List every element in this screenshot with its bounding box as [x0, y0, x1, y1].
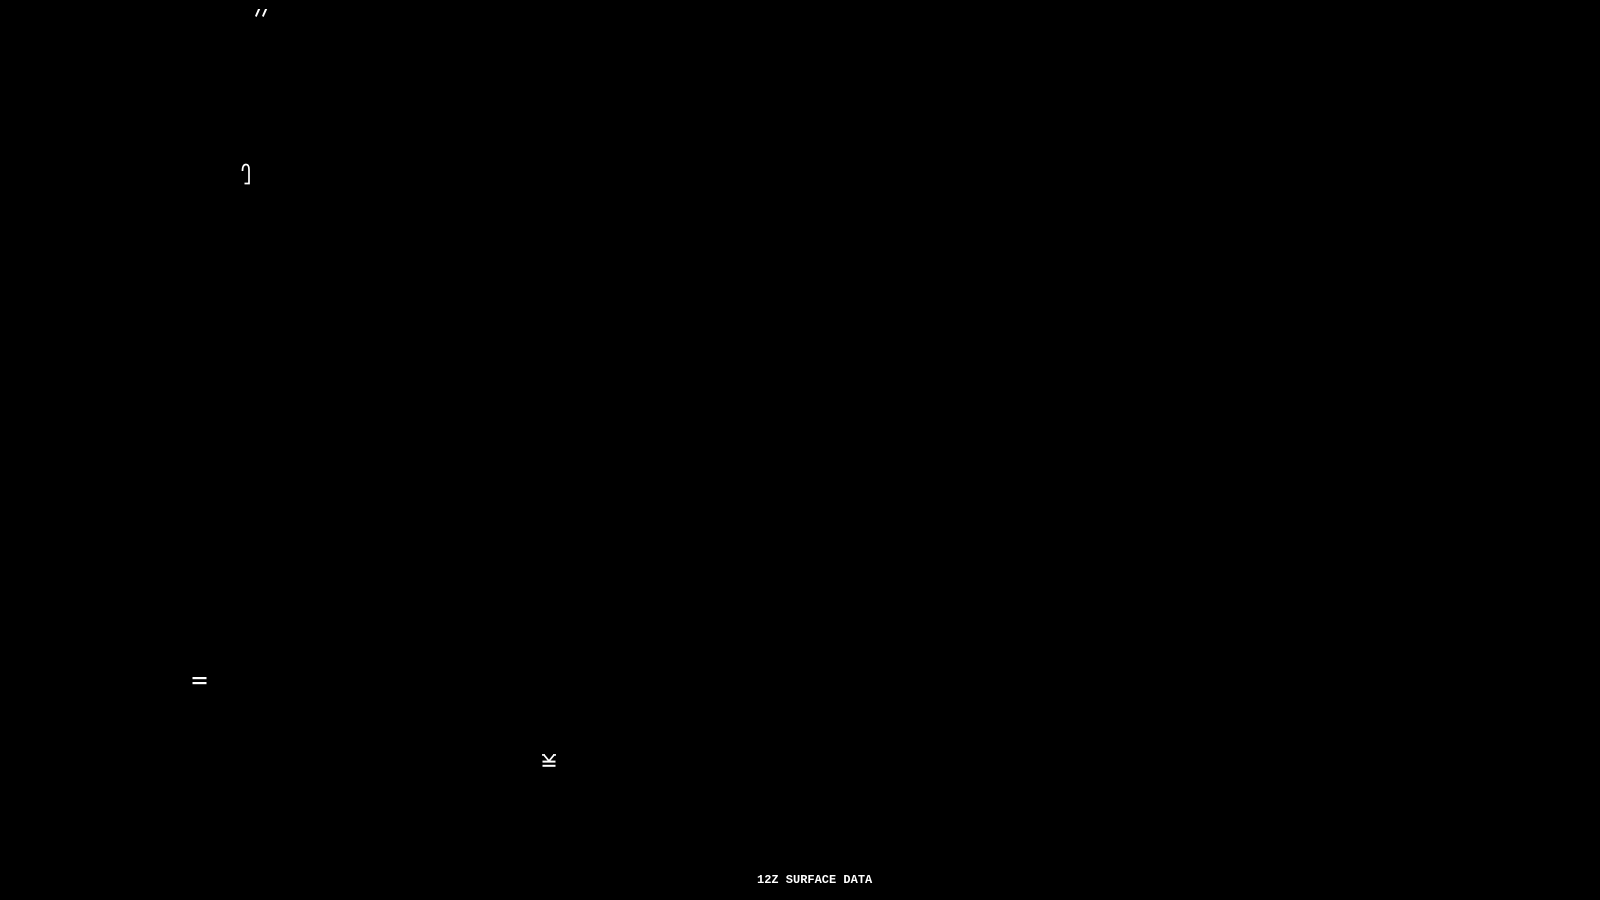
legend-caption: 12Z SURFACE DATA	[757, 873, 873, 887]
station-symbol	[192, 676, 207, 686]
station-symbol	[541, 754, 557, 769]
station-symbol	[253, 7, 269, 21]
v-over-double-bar-icon	[541, 754, 557, 769]
double-bar-fog-icon	[192, 676, 207, 686]
station-symbol	[240, 163, 252, 186]
drizzle-commas-icon	[253, 7, 269, 21]
hook-stem-icon	[240, 163, 252, 186]
